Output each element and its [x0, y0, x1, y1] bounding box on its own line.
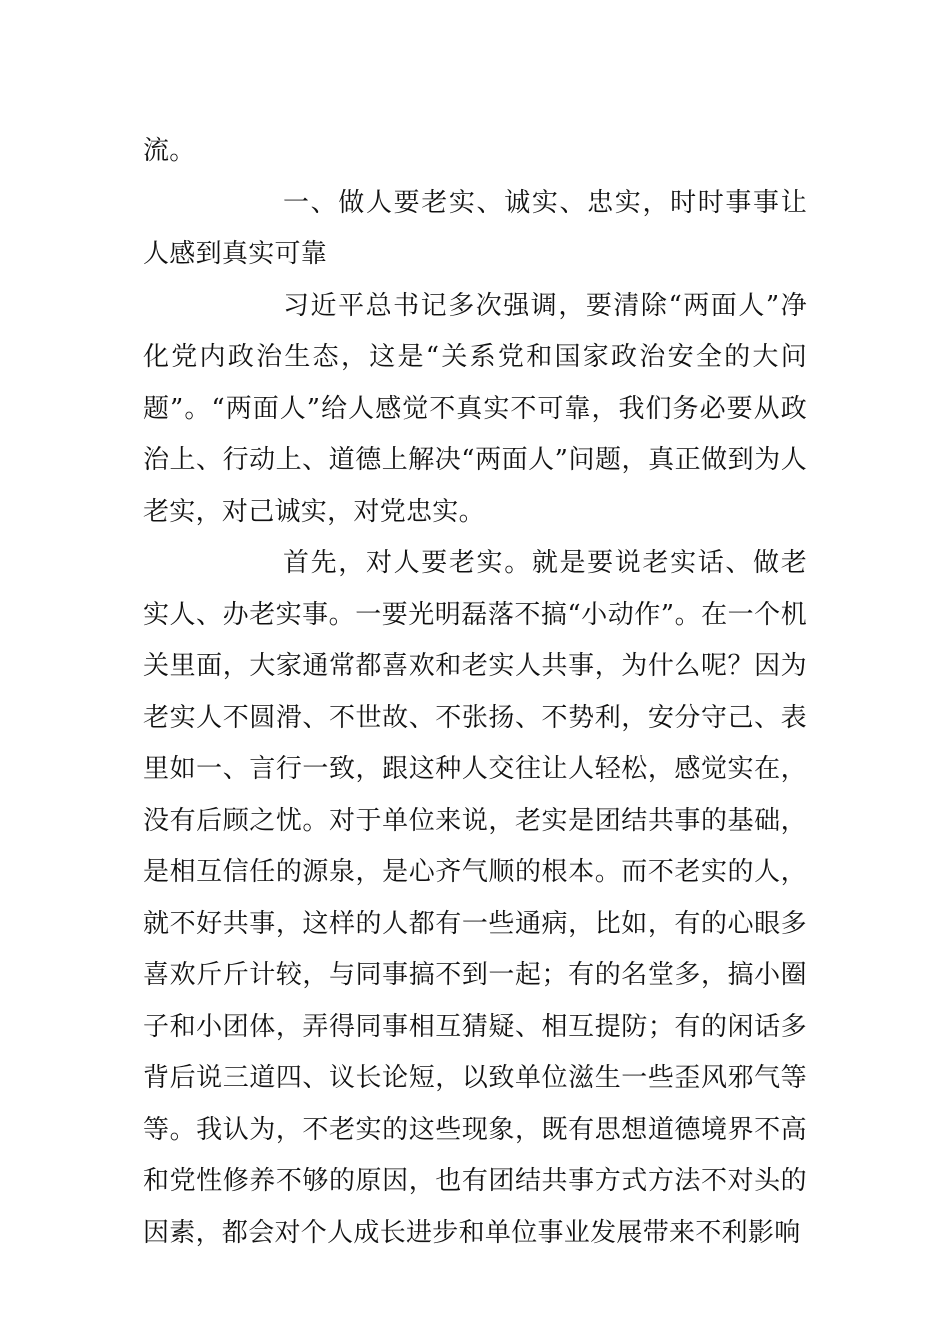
paragraph: 首先，对人要老实。就是要说老实话、做老实人、办老实事。一要光明磊落不搞“小动作”。在一个机关里面，大家通常都喜欢和老实人共事，为什么呢？因为老实人不圆滑、不世故、不张扬、不势利，安分守己、表里如一、言行一致，跟这种人交往让人轻松，感觉实在，没有后顾之忧。对于单位来说，老实是团结共事的基础，是相互信任的源泉，是心齐气顺的根本。而不老实的人，就不好共事，这样的人都有一些通病，比如，有的心眼多喜欢斤斤计较，与同事搞不到一起；有的名堂多，搞小圈子和小团体，弄得同事相互猜疑、相互提防；有的闲话多背后说三道四、议长论短，以致单位滋生一些歪风邪气等等。我认为，不老实的这些现象，既有思想道德境界不高和党性修养不够的原因，也有团结共事方式方法不对头的因素，都会对个人成长进步和单位事业发展带来不利影响	[143, 548, 807, 1248]
paragraph: 习近平总书记多次强调，要清除“两面人”净化党内政治生态，这是“关系党和国家政治安全的大问题”。“两面人”给人感觉不真实不可靠，我们务必要从政治上、行动上、道德上解决“两面人”问题，真正做到为人老实，对己诚实，对党忠实。	[143, 290, 807, 527]
paragraph-continuation: 流。	[143, 136, 196, 166]
document-body	[143, 126, 807, 1259]
section-heading: 一、做人要老实、诚实、忠实，时时事事让人感到真实可靠	[143, 187, 807, 269]
